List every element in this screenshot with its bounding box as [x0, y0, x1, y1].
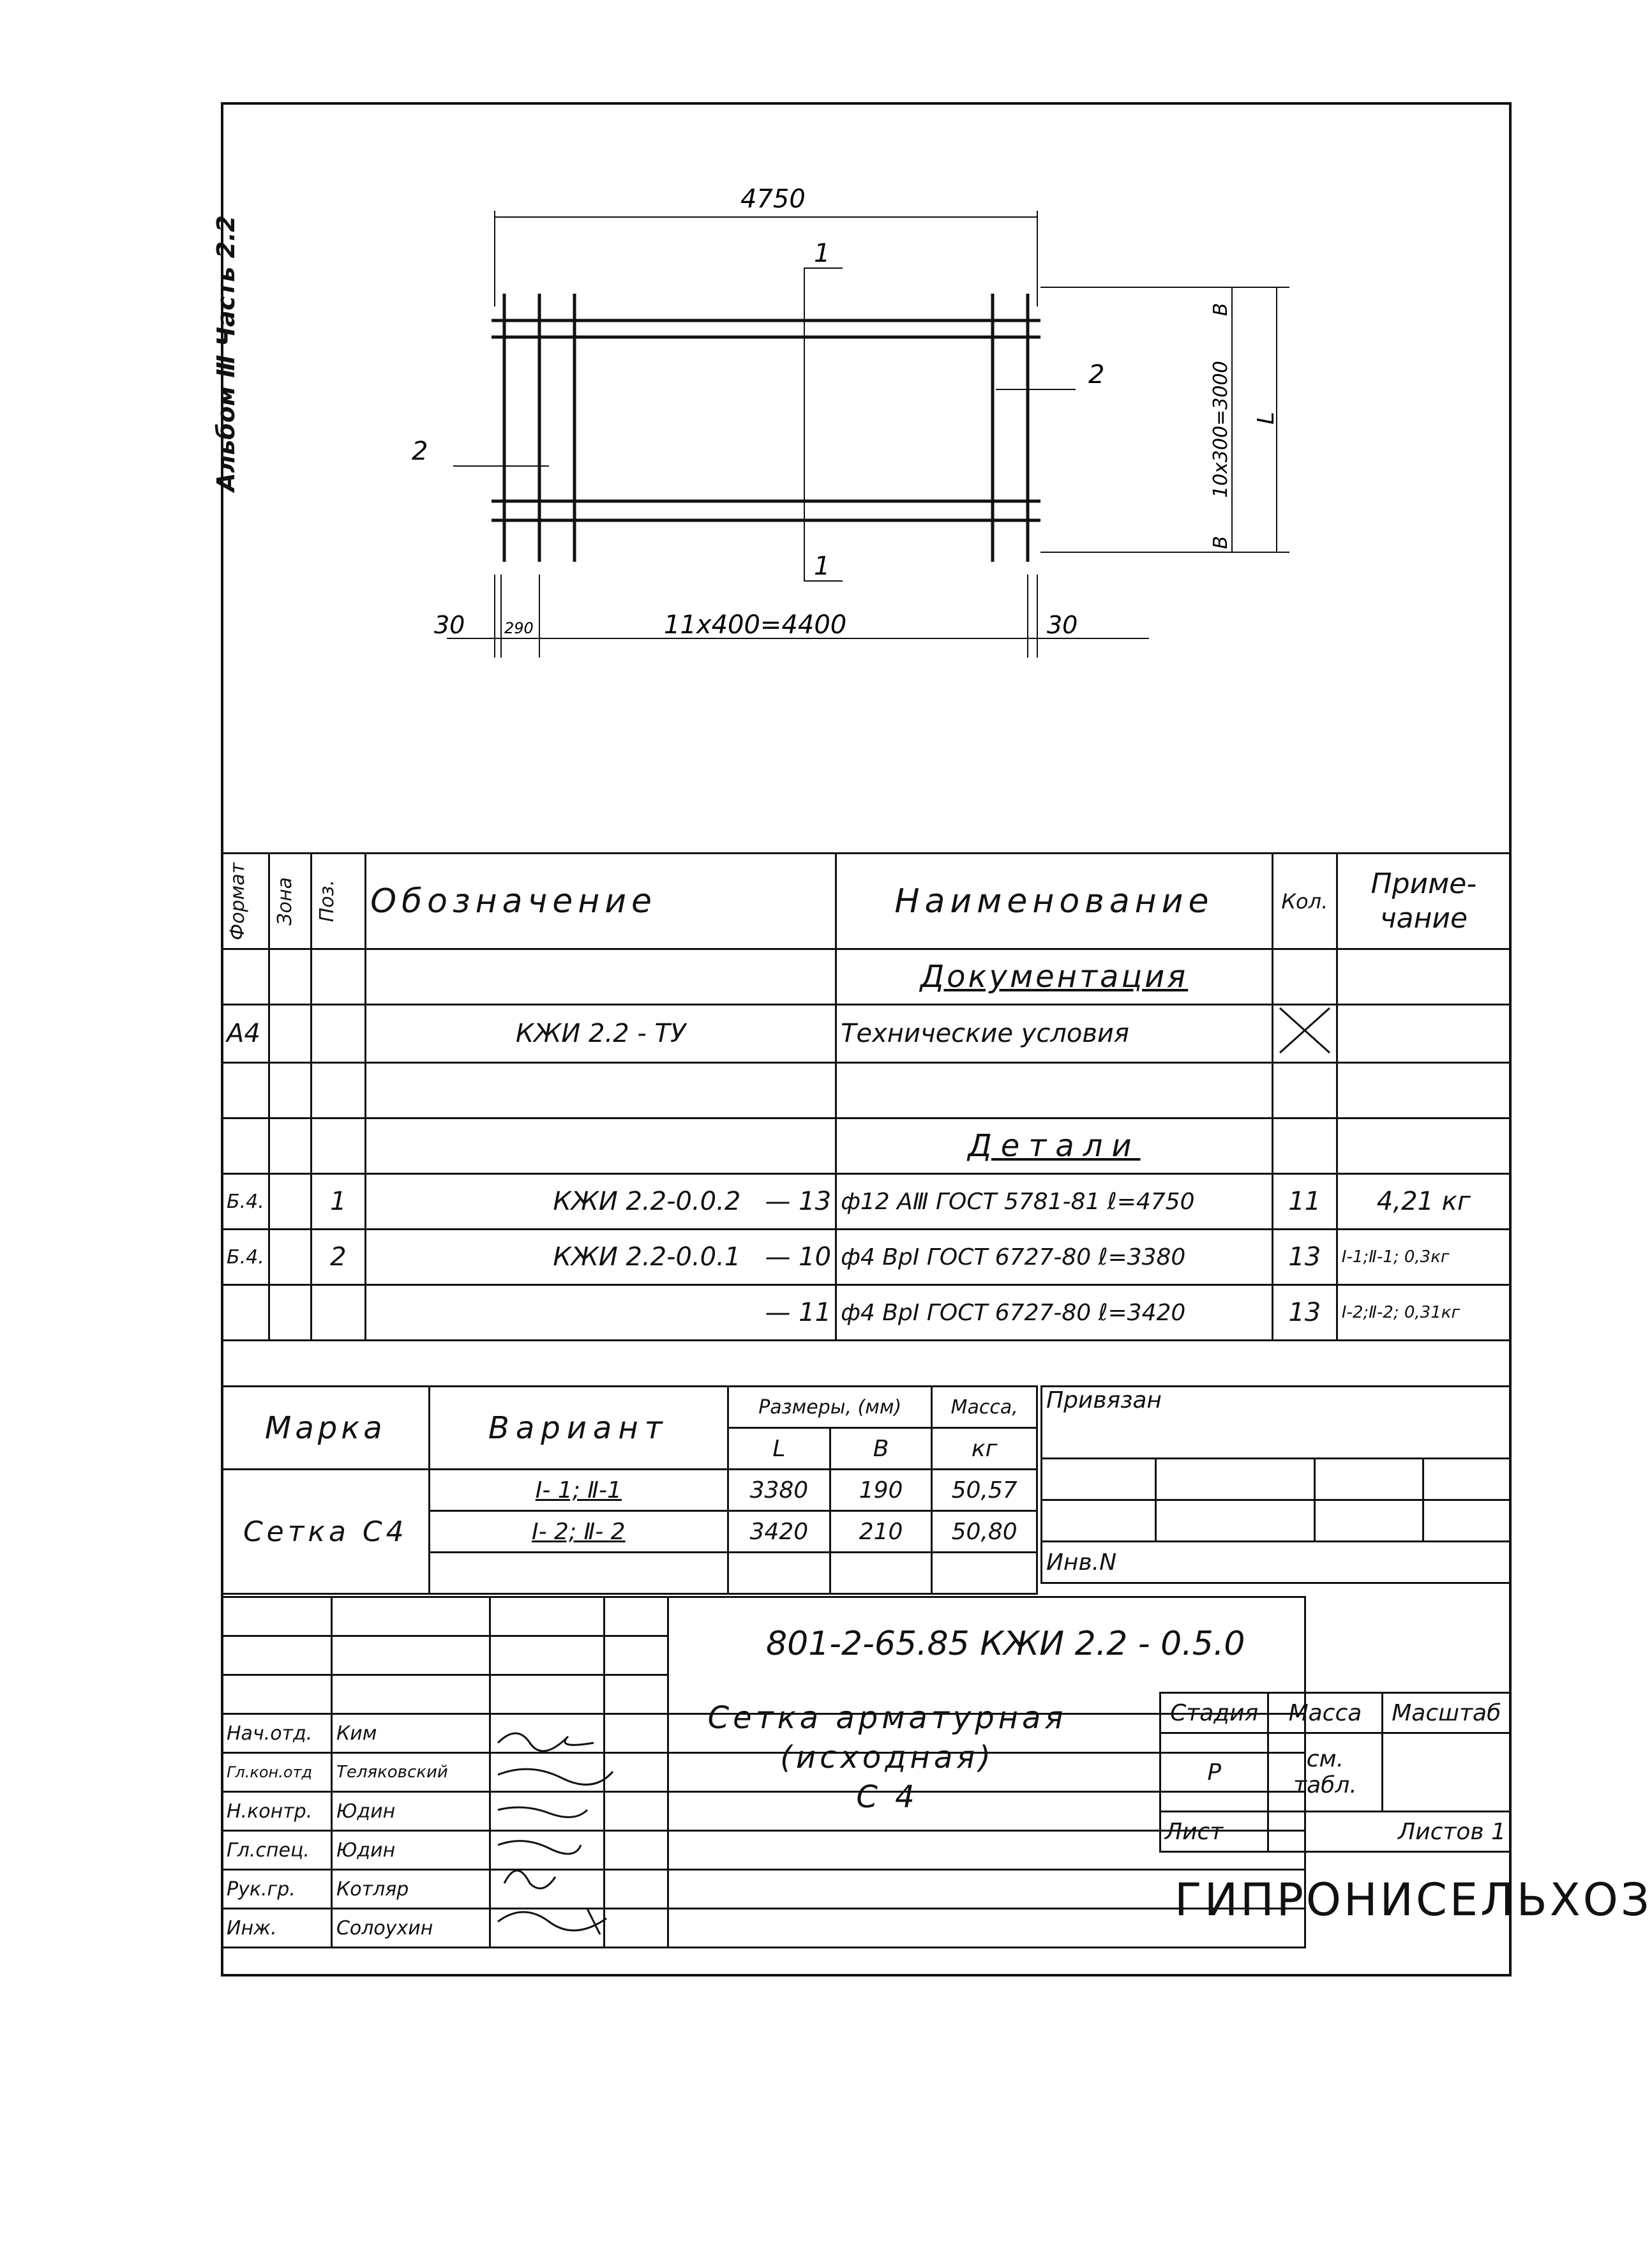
row-format: А4	[222, 1005, 269, 1063]
row3-qty: 13	[1272, 1285, 1337, 1341]
row2-qty: 13	[1272, 1230, 1337, 1285]
stage-header: Стадия	[1160, 1693, 1268, 1733]
role-5: Рук.гр.	[222, 1870, 332, 1909]
section-parts: Детали	[836, 1118, 1273, 1174]
dim-rows: 10x300=3000	[1210, 361, 1232, 498]
dim-main: 11x400=4400	[664, 610, 847, 640]
role-3: Н.контр.	[222, 1792, 332, 1831]
sheet-label: Лист	[1160, 1812, 1268, 1852]
header-mark: Марка	[222, 1387, 430, 1470]
row3-note: Ⅰ-2;Ⅱ-2; 0,31кг	[1337, 1285, 1510, 1341]
r1-l: 3380	[728, 1470, 830, 1511]
row1-pos: 1	[311, 1174, 366, 1230]
title-line-1: Сетка арматурная	[707, 1700, 1067, 1736]
r2-b: 210	[830, 1511, 932, 1553]
dim-b-top: B	[1210, 303, 1232, 316]
name-3: Юдин	[331, 1792, 490, 1831]
pos-1-bottom: 1	[814, 552, 830, 581]
header-mass: Масса,	[932, 1387, 1037, 1428]
row1-designation: КЖИ 2.2-0.0.2	[553, 1187, 741, 1216]
variant-1: Ⅰ- 1; Ⅱ-1	[429, 1470, 728, 1511]
stage-value: Р	[1160, 1733, 1268, 1812]
row-designation: КЖИ 2.2 - ТУ	[366, 1005, 836, 1063]
row2-pos: 2	[311, 1230, 366, 1285]
header-kg: кг	[932, 1428, 1037, 1470]
name-4: Юдин	[331, 1831, 490, 1870]
row-name: Технические условия	[836, 1005, 1273, 1063]
row2-name: ф4 ВрⅠ ГОСТ 6727-80 ℓ=3380	[836, 1230, 1273, 1285]
privyazan-table	[1040, 1385, 1512, 1584]
stage-table	[1159, 1692, 1512, 1853]
dim-b-bottom: B	[1210, 536, 1232, 549]
mark-table	[221, 1385, 1038, 1595]
header-format: Формат	[222, 854, 269, 949]
r1-mass: 50,57	[932, 1470, 1037, 1511]
r2-mass: 50,80	[932, 1511, 1037, 1553]
sheets-count: Листов 1	[1268, 1812, 1511, 1852]
r2-l: 3420	[728, 1511, 830, 1553]
header-l: L	[728, 1428, 830, 1470]
section-documentation: Документация	[836, 949, 1273, 1005]
album-label: Альбом Ⅲ Часть 2.2	[212, 215, 240, 492]
row1-suffix: — 13	[765, 1187, 832, 1216]
inv-label: Инв.N	[1042, 1542, 1511, 1583]
mark-name: Сетка С4	[222, 1470, 430, 1594]
dim-290: 290	[504, 619, 534, 637]
specification-table	[221, 852, 1512, 1341]
header-dims: Размеры, (мм)	[728, 1387, 932, 1428]
role-1: Нач.отд.	[222, 1714, 332, 1753]
mass-header: Масса	[1268, 1693, 1382, 1733]
role-2: Гл.кон.отд	[222, 1753, 332, 1792]
pos-2-right: 2	[1088, 360, 1105, 389]
header-name: Наименование	[836, 854, 1273, 949]
variant-2: Ⅰ- 2; Ⅱ- 2	[429, 1511, 728, 1553]
row1-format: Б.4.	[222, 1174, 269, 1230]
dim-right: 30	[1047, 611, 1078, 639]
name-2: Теляковский	[331, 1753, 490, 1792]
row1-name: ф12 АⅢ ГОСТ 5781-81 ℓ=4750	[836, 1174, 1273, 1230]
header-designation: Обозначение	[366, 854, 836, 949]
row1-note: 4,21 кг	[1337, 1174, 1510, 1230]
header-variant: Вариант	[429, 1387, 728, 1470]
organization: ГИПРОНИСЕЛЬХОЗ	[1175, 1874, 1652, 1926]
row2-note: Ⅰ-1;Ⅱ-1; 0,3кг	[1337, 1230, 1510, 1285]
role-4: Гл.спец.	[222, 1831, 332, 1870]
row2-designation: КЖИ 2.2-0.0.1	[553, 1242, 741, 1272]
qty-cross	[1272, 1005, 1337, 1063]
role-6: Инж.	[222, 1909, 332, 1948]
title-line-2: (исходная)	[780, 1740, 995, 1775]
privyazan-label: Привязан	[1042, 1387, 1511, 1459]
title-line-3: С 4	[856, 1779, 919, 1815]
pos-1-top: 1	[814, 239, 830, 268]
mesh-drawing	[383, 179, 1340, 689]
dim-total: 4750	[740, 184, 806, 214]
dim-left: 30	[434, 611, 465, 639]
row2-format: Б.4.	[222, 1230, 269, 1285]
header-qty: Кол.	[1272, 854, 1337, 949]
name-6: Солоухин	[331, 1909, 490, 1948]
scale-header: Масштаб	[1382, 1693, 1510, 1733]
row1-qty: 11	[1272, 1174, 1337, 1230]
row3-name: ф4 ВрⅠ ГОСТ 6727-80 ℓ=3420	[836, 1285, 1273, 1341]
document-title	[683, 1698, 1092, 1817]
pos-2-left: 2	[412, 437, 428, 466]
signatures	[492, 1724, 670, 1941]
header-zone: Зона	[269, 854, 311, 949]
name-5: Котляр	[331, 1870, 490, 1909]
row2-suffix: — 10	[765, 1242, 832, 1272]
dim-l: L	[1253, 411, 1279, 425]
document-code: 801-2-65.85 КЖИ 2.2 - 0.5.0	[766, 1625, 1245, 1663]
row3-suffix: — 11	[765, 1298, 832, 1327]
name-1: Ким	[331, 1714, 490, 1753]
header-b: B	[830, 1428, 932, 1470]
header-note: Приме-чание	[1337, 854, 1510, 949]
r1-b: 190	[830, 1470, 932, 1511]
mass-value: см. табл.	[1268, 1733, 1382, 1812]
header-pos: Поз.	[311, 854, 366, 949]
